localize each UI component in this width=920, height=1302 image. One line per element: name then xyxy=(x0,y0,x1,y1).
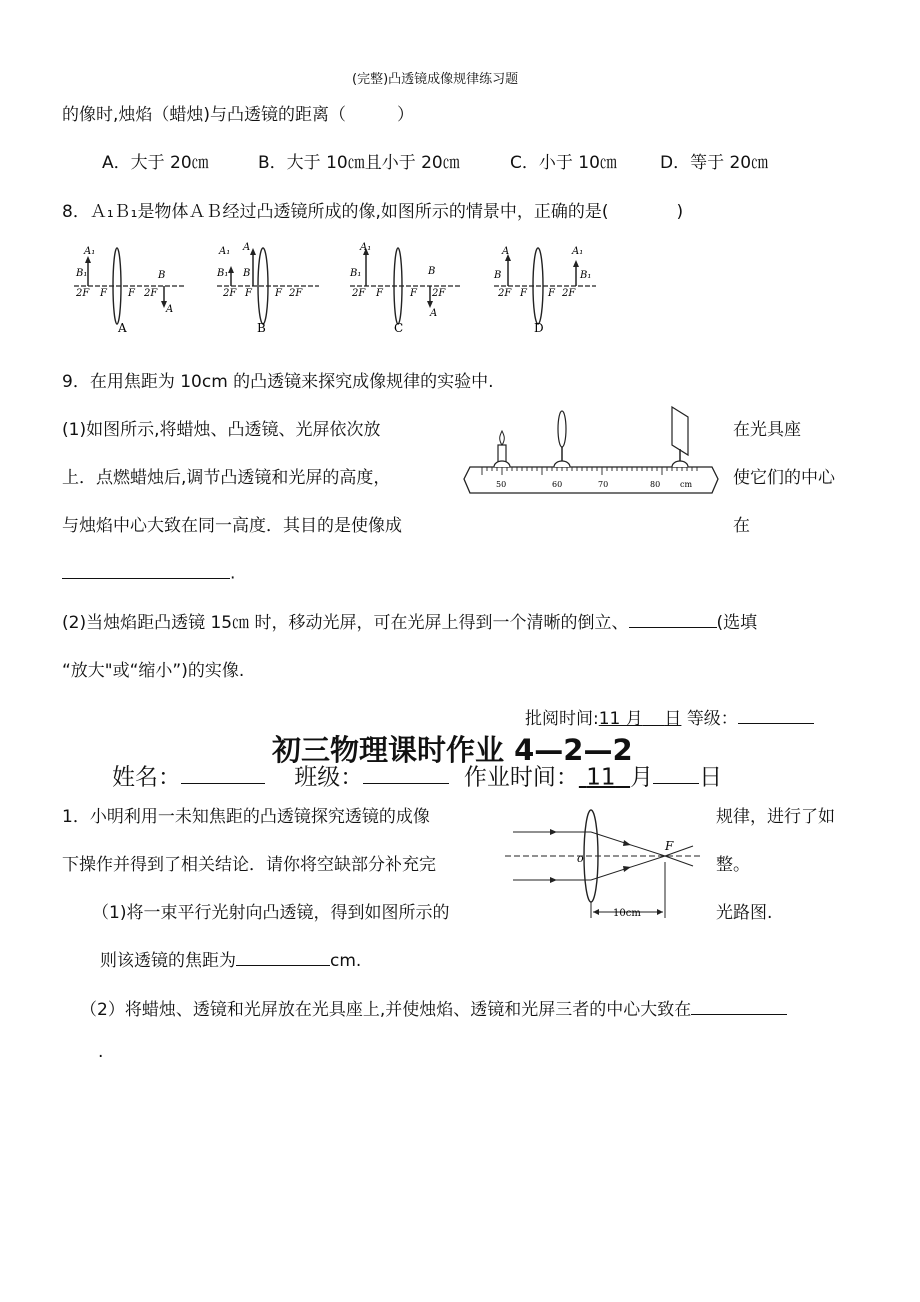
s1-line4: 则该透镜的焦距为 cm. xyxy=(100,946,361,971)
label-a: A xyxy=(243,242,251,253)
s1-line2: 下操作并得到了相关结论．请你将空缺部分补充完 xyxy=(62,855,436,875)
label-2f: 2F xyxy=(562,288,576,299)
label-a: A xyxy=(430,308,438,319)
q8-stem: 8．Ａ₁Ｂ₁是物体ＡＢ经过凸透镜所成的像,如图所示的情景中，正确的是( ) xyxy=(62,202,684,222)
q9-p1-line3: 与烛焰中心大致在同一高度．其目的是使像成 xyxy=(62,516,402,536)
bench-tick-60: 60 xyxy=(552,480,563,489)
label-f: F xyxy=(376,288,383,299)
label-a1: A₁ xyxy=(572,246,584,257)
label-f: F xyxy=(128,288,135,299)
label-f: F xyxy=(100,288,107,299)
q8-figure-c xyxy=(346,240,466,336)
review-line: 批阅时间:11 月 日 等级： xyxy=(525,704,814,729)
s1-line6: . xyxy=(98,1042,104,1062)
label-2f: 2F xyxy=(76,288,90,299)
label-a1: A₁ xyxy=(360,242,372,253)
label-a1: A₁ xyxy=(84,246,96,257)
label-f: F xyxy=(520,288,527,299)
bench-tick-cm: cm xyxy=(680,480,693,489)
label-2f: 2F xyxy=(223,288,237,299)
s1-right2: 整。 xyxy=(716,855,750,875)
s1-line5: （2）将蜡烛、透镜和光屏放在光具座上,并使烛焰、透镜和光屏三者的中心大致在 xyxy=(80,995,787,1020)
label-a: A xyxy=(166,304,174,315)
optical-bench-figure xyxy=(462,405,724,495)
bench-tick-70: 70 xyxy=(598,480,609,489)
q9-stem: 9．在用焦距为 10cm 的凸透镜来探究成像规律的实验中. xyxy=(62,372,494,392)
class-blank[interactable] xyxy=(363,758,449,784)
label-10cm: 10cm xyxy=(613,908,641,919)
label-f: F xyxy=(410,288,417,299)
q8-figure-a xyxy=(70,240,190,336)
info-row: 姓名： 班级： 作业时间： 11 月 日 xyxy=(112,758,722,791)
label-b1: B₁ xyxy=(217,268,229,279)
page-title: 初三物理课时作业 4—2—2 xyxy=(272,733,633,767)
bench-tick-80: 80 xyxy=(650,480,661,489)
label-2f: 2F xyxy=(352,288,366,299)
q9-p1-line2: 上．点燃蜡烛后,调节凸透镜和光屏的高度， xyxy=(62,468,391,488)
s1-line3: （1)将一束平行光射向凸透镜，得到如图所示的 xyxy=(92,903,450,923)
label-b1: B₁ xyxy=(76,268,88,279)
s1-right1: 规律，进行了如 xyxy=(716,807,835,827)
s1-right3: 光路图. xyxy=(716,903,773,923)
q9-answer-blank-2[interactable] xyxy=(629,608,717,628)
bench-tick-50: 50 xyxy=(496,480,507,489)
q7-option-d: D．等于 20㎝ xyxy=(660,153,769,173)
figure-caption-b: B xyxy=(257,321,266,335)
page-header: (完整)凸透镜成像规律练习题 xyxy=(352,72,519,87)
q7-option-a: A．大于 20㎝ xyxy=(102,153,209,173)
q9-answer-blank-1[interactable]: . xyxy=(62,559,235,584)
figure-caption-a: A xyxy=(118,321,127,335)
q7-stem: 的像时,烛焰（蜡烛)与凸透镜的距离（ ） xyxy=(62,105,415,125)
label-b: B xyxy=(243,268,251,279)
day-blank[interactable] xyxy=(653,758,699,784)
label-2f: 2F xyxy=(289,288,303,299)
s1-line1: 1．小明利用一未知焦距的凸透镜探究透镜的成像 xyxy=(62,807,430,827)
label-f: F xyxy=(245,288,252,299)
q9-p2-line2: “放大"或“缩小”)的实像. xyxy=(62,661,245,681)
q9-p2-line1: (2)当烛焰距凸透镜 15㎝ 时，移动光屏，可在光屏上得到一个清晰的倒立、 (选填 xyxy=(62,608,757,633)
q7-option-c: C．小于 10㎝ xyxy=(510,153,617,173)
q9-p1-right1: 在光具座 xyxy=(733,420,801,440)
name-blank[interactable] xyxy=(181,758,265,784)
focal-length-figure xyxy=(505,802,705,924)
label-b1: B₁ xyxy=(580,270,592,281)
q9-p1-right2: 使它们的中心 xyxy=(733,468,835,488)
q9-p1-line1: (1)如图所示,将蜡烛、凸透镜、光屏依次放 xyxy=(62,420,381,440)
label-2f: 2F xyxy=(144,288,158,299)
figure-caption-d: D xyxy=(534,321,544,335)
label-f: F xyxy=(548,288,555,299)
label-o: o xyxy=(577,852,584,865)
label-b: B xyxy=(494,270,502,281)
q8-figure-d xyxy=(490,240,600,336)
center-height-blank[interactable] xyxy=(691,995,787,1015)
focal-length-blank[interactable] xyxy=(236,946,330,966)
q7-option-b: B．大于 10㎝且小于 20㎝ xyxy=(258,153,460,173)
figure-caption-c: C xyxy=(394,321,404,335)
label-b1: B₁ xyxy=(350,268,362,279)
label-b: B xyxy=(158,270,166,281)
q9-p1-right3: 在 xyxy=(733,516,750,536)
label-2f: 2F xyxy=(432,288,446,299)
q8-figure-b xyxy=(213,240,323,336)
label-b: B xyxy=(428,266,436,277)
label-2f: 2F xyxy=(498,288,512,299)
label-a1: A₁ xyxy=(219,246,231,257)
grade-blank[interactable] xyxy=(738,704,814,724)
label-f: F xyxy=(275,288,282,299)
label-a: A xyxy=(502,246,510,257)
label-focus-f: F xyxy=(665,839,674,853)
